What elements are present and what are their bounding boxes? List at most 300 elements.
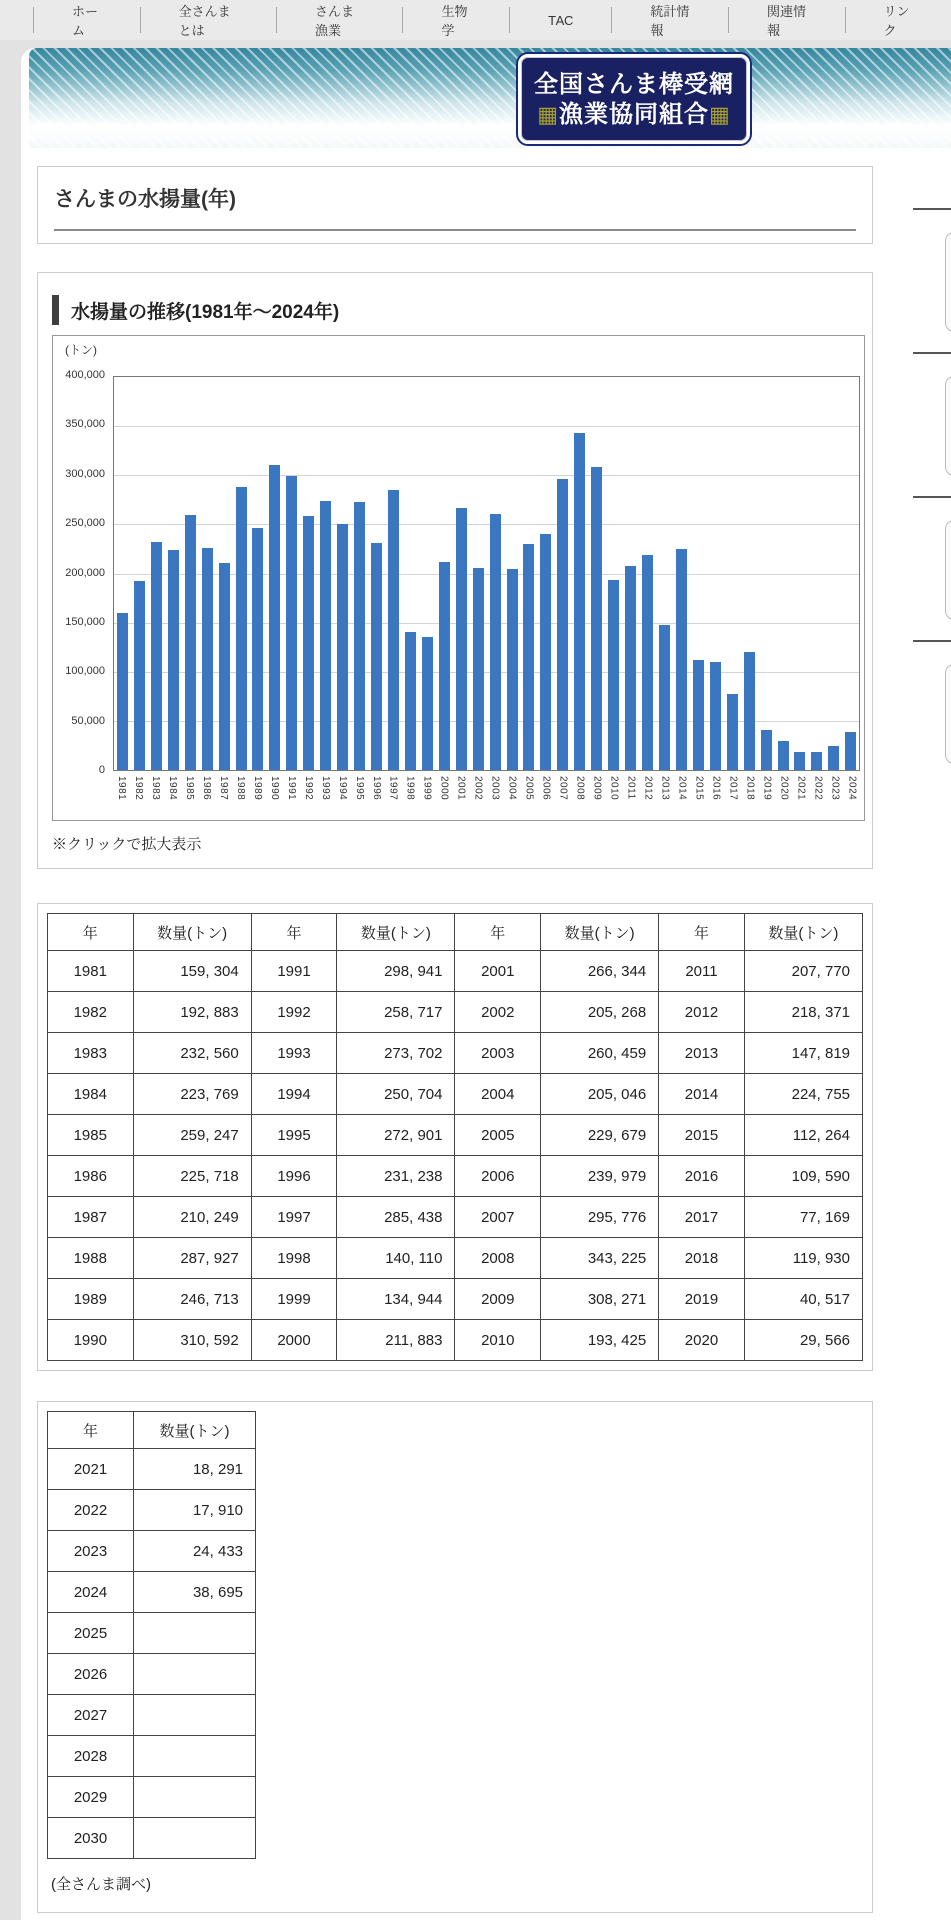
year-cell: 2021 — [48, 1449, 134, 1490]
x-tick-label: 2013 — [659, 776, 671, 801]
bar-slot — [216, 377, 233, 770]
bar-slot — [605, 377, 622, 770]
x-slot — [113, 776, 130, 820]
chart-bar-2010 — [608, 580, 619, 770]
year-cell: 1988 — [48, 1238, 134, 1279]
bar-slot — [537, 377, 554, 770]
chart-bar-2017 — [727, 694, 738, 770]
year-cell: 2018 — [659, 1238, 745, 1279]
chart-bar-2015 — [693, 660, 704, 770]
sidebar-button-partial[interactable] — [945, 376, 951, 476]
x-slot — [775, 776, 792, 820]
qty-cell — [134, 1818, 256, 1859]
x-slot — [436, 776, 453, 820]
x-tick-label: 1987 — [217, 776, 229, 801]
bar-slot — [792, 377, 809, 770]
bar-slot — [199, 377, 216, 770]
section-heading-text: 水揚量の推移(1981年〜2024年) — [71, 301, 340, 323]
catch-volume-bar-chart[interactable] — [52, 335, 865, 821]
qty-cell: 239, 979 — [541, 1156, 659, 1197]
year-cell: 2024 — [48, 1572, 134, 1613]
qty-cell — [134, 1613, 256, 1654]
qty-cell: 260, 459 — [541, 1033, 659, 1074]
table-row — [48, 1320, 863, 1361]
year-cell: 2026 — [48, 1654, 134, 1695]
bar-slot — [266, 377, 283, 770]
bar-slot — [334, 377, 351, 770]
bar-slot — [436, 377, 453, 770]
year-cell: 2014 — [659, 1074, 745, 1115]
chart-bar-2001 — [456, 508, 467, 770]
x-tick-label: 1998 — [404, 776, 416, 801]
year-cell: 2019 — [659, 1279, 745, 1320]
x-slot — [402, 776, 419, 820]
table-row — [48, 1736, 256, 1777]
chart-bar-2006 — [540, 534, 551, 770]
x-tick-label: 1991 — [285, 776, 297, 801]
table-row — [48, 1695, 256, 1736]
catch-table-2021-2030 — [47, 1411, 256, 1859]
x-slot — [453, 776, 470, 820]
x-tick-label: 2017 — [727, 776, 739, 801]
table-row — [48, 1613, 256, 1654]
year-cell: 2007 — [455, 1197, 541, 1238]
qty-cell: 218, 371 — [744, 992, 862, 1033]
table-row — [48, 1033, 863, 1074]
qty-cell: 17, 910 — [134, 1490, 256, 1531]
qty-cell: 224, 755 — [744, 1074, 862, 1115]
x-tick-label: 2002 — [472, 776, 484, 801]
table-row — [48, 1490, 256, 1531]
x-tick-label: 2016 — [710, 776, 722, 801]
year-cell: 1994 — [251, 1074, 337, 1115]
x-slot — [555, 776, 572, 820]
qty-cell: 18, 291 — [134, 1449, 256, 1490]
year-cell: 2003 — [455, 1033, 541, 1074]
x-slot — [317, 776, 334, 820]
org-logo-line1: 全国さんま棒受網 — [534, 69, 734, 99]
x-tick-label: 2001 — [455, 776, 467, 801]
year-cell: 2010 — [455, 1320, 541, 1361]
year-cell: 1986 — [48, 1156, 134, 1197]
table-row — [48, 1572, 256, 1613]
table-row — [48, 1777, 256, 1818]
x-tick-label: 1986 — [200, 776, 212, 801]
qty-cell — [134, 1736, 256, 1777]
qty-cell: 112, 264 — [744, 1115, 862, 1156]
bar-slot — [808, 377, 825, 770]
qty-cell — [134, 1695, 256, 1736]
bar-slot — [114, 377, 131, 770]
qty-cell: 308, 271 — [541, 1279, 659, 1320]
table-header-cell: 年 — [659, 914, 745, 951]
x-slot — [266, 776, 283, 820]
x-tick-label: 1995 — [353, 776, 365, 801]
sidebar-button-partial[interactable] — [945, 232, 951, 332]
x-slot — [300, 776, 317, 820]
chart-bar-2022 — [811, 752, 822, 770]
x-tick-label: 1994 — [336, 776, 348, 801]
table-row — [48, 1818, 256, 1859]
qty-cell: 24, 433 — [134, 1531, 256, 1572]
x-tick-label: 1996 — [370, 776, 382, 801]
year-cell: 1995 — [251, 1115, 337, 1156]
x-slot — [470, 776, 487, 820]
qty-cell — [134, 1654, 256, 1695]
table-header-cell: 数量(トン) — [133, 914, 251, 951]
qty-cell: 246, 713 — [133, 1279, 251, 1320]
page-title: さんまの水揚量(年) — [54, 188, 236, 211]
chart-enlarge-note: ※クリックで拡大表示 — [52, 836, 202, 853]
bar-slot — [351, 377, 368, 770]
x-slot — [351, 776, 368, 820]
qty-cell: 192, 883 — [133, 992, 251, 1033]
qty-cell: 40, 517 — [744, 1279, 862, 1320]
nav-item-3[interactable]: 生物学 — [402, 7, 509, 33]
qty-cell: 29, 566 — [744, 1320, 862, 1361]
chart-bar-1995 — [354, 502, 365, 770]
x-slot — [130, 776, 147, 820]
year-cell: 1996 — [251, 1156, 337, 1197]
qty-cell: 229, 679 — [541, 1115, 659, 1156]
chart-bar-2021 — [794, 752, 805, 770]
bar-slot — [622, 377, 639, 770]
chart-bar-1996 — [371, 543, 382, 770]
table-row — [48, 992, 863, 1033]
bar-slot — [368, 377, 385, 770]
x-slot — [385, 776, 402, 820]
x-tick-label: 1993 — [319, 776, 331, 801]
qty-cell: 272, 901 — [337, 1115, 455, 1156]
qty-cell: 225, 718 — [133, 1156, 251, 1197]
bar-slot — [233, 377, 250, 770]
year-cell: 1990 — [48, 1320, 134, 1361]
nav-item-0[interactable]: ホーム — [33, 7, 140, 33]
year-cell: 1985 — [48, 1115, 134, 1156]
x-tick-label: 1999 — [421, 776, 433, 801]
year-cell: 2017 — [659, 1197, 745, 1238]
sidebar-button-partial[interactable] — [945, 664, 951, 764]
chart-bar-1990 — [269, 465, 280, 770]
nav-item-7[interactable]: リンク — [845, 7, 951, 33]
bar-slot — [707, 377, 724, 770]
bar-slot — [775, 377, 792, 770]
x-slot — [164, 776, 181, 820]
chart-bar-2011 — [625, 566, 636, 770]
chart-bar-1992 — [303, 516, 314, 770]
bar-slot — [521, 377, 538, 770]
qty-cell: 250, 704 — [337, 1074, 455, 1115]
x-slot — [215, 776, 232, 820]
chart-bar-2014 — [676, 549, 687, 770]
bar-slot — [283, 377, 300, 770]
qty-cell: 134, 944 — [337, 1279, 455, 1320]
bars-container — [114, 377, 859, 770]
chart-bar-1981 — [117, 613, 128, 770]
table-row — [48, 951, 863, 992]
qty-cell: 231, 238 — [337, 1156, 455, 1197]
qty-cell: 207, 770 — [744, 951, 862, 992]
year-cell: 2028 — [48, 1736, 134, 1777]
x-slot — [283, 776, 300, 820]
table-row — [48, 1197, 863, 1238]
bar-slot — [453, 377, 470, 770]
year-cell: 2008 — [455, 1238, 541, 1279]
chart-section-card — [37, 272, 873, 869]
chart-bar-1991 — [286, 476, 297, 770]
x-tick-label: 2009 — [591, 776, 603, 801]
chart-bar-2005 — [523, 544, 534, 770]
qty-cell: 223, 769 — [133, 1074, 251, 1115]
year-cell: 2015 — [659, 1115, 745, 1156]
bar-slot — [724, 377, 741, 770]
x-slot — [249, 776, 266, 820]
plot-area — [113, 376, 860, 771]
x-tick-label: 2018 — [744, 776, 756, 801]
chart-bar-1994 — [337, 524, 348, 770]
org-logo-line2-text: 漁業協同組合 — [559, 98, 709, 128]
chart-bar-2020 — [778, 741, 789, 770]
x-slot — [504, 776, 521, 820]
chart-bar-1998 — [405, 632, 416, 770]
y-tick-label: 200,000 — [65, 566, 105, 579]
year-cell: 1984 — [48, 1074, 134, 1115]
x-slot — [707, 776, 724, 820]
table-header-row — [48, 1412, 256, 1449]
chart-bar-2013 — [659, 625, 670, 770]
page-title-card — [37, 166, 873, 244]
x-slot — [673, 776, 690, 820]
x-slot — [419, 776, 436, 820]
chart-bar-1989 — [252, 528, 263, 770]
chart-bar-1986 — [202, 548, 213, 770]
chart-bar-2000 — [439, 562, 450, 770]
chart-bar-1993 — [320, 501, 331, 770]
year-cell: 2012 — [659, 992, 745, 1033]
table-row — [48, 1115, 863, 1156]
table-row — [48, 1449, 256, 1490]
chart-bar-1988 — [236, 487, 247, 770]
bar-slot — [673, 377, 690, 770]
year-cell: 2023 — [48, 1531, 134, 1572]
year-cell: 1989 — [48, 1279, 134, 1320]
year-cell: 2020 — [659, 1320, 745, 1361]
x-tick-label: 2021 — [795, 776, 807, 801]
qty-cell: 343, 225 — [541, 1238, 659, 1279]
net-grid-icon: ▦ — [537, 101, 559, 128]
qty-cell — [134, 1777, 256, 1818]
sidebar-divider — [913, 352, 951, 354]
table-header-cell: 数量(トン) — [744, 914, 862, 951]
qty-cell: 287, 927 — [133, 1238, 251, 1279]
bar-slot — [842, 377, 859, 770]
y-tick-label: 300,000 — [65, 467, 105, 480]
year-cell: 1992 — [251, 992, 337, 1033]
title-underline — [54, 229, 856, 231]
table-header-cell: 年 — [48, 1412, 134, 1449]
bar-slot — [758, 377, 775, 770]
qty-cell: 211, 883 — [337, 1320, 455, 1361]
y-tick-label: 250,000 — [65, 517, 105, 530]
bar-slot — [690, 377, 707, 770]
x-tick-label: 2003 — [489, 776, 501, 801]
x-tick-label: 2020 — [778, 776, 790, 801]
year-cell: 1987 — [48, 1197, 134, 1238]
x-slot — [589, 776, 606, 820]
table-row — [48, 1074, 863, 1115]
bar-slot — [300, 377, 317, 770]
x-tick-label: 2014 — [676, 776, 688, 801]
nav-item-5[interactable]: 統計情報 — [611, 7, 728, 33]
section-heading — [52, 295, 858, 325]
table-header-row — [48, 914, 863, 951]
x-slot — [521, 776, 538, 820]
bar-slot — [554, 377, 571, 770]
x-tick-label: 1981 — [115, 776, 127, 801]
nav-item-6[interactable]: 関連情報 — [728, 7, 845, 33]
net-grid-icon: ▦ — [709, 101, 731, 128]
qty-cell: 147, 819 — [744, 1033, 862, 1074]
table-row — [48, 1238, 863, 1279]
org-logo-line2 — [537, 99, 731, 129]
year-cell: 1993 — [251, 1033, 337, 1074]
x-slot — [826, 776, 843, 820]
qty-cell: 258, 717 — [337, 992, 455, 1033]
qty-cell: 285, 438 — [337, 1197, 455, 1238]
chart-bar-2016 — [710, 662, 721, 770]
bar-slot — [588, 377, 605, 770]
qty-cell: 310, 592 — [133, 1320, 251, 1361]
qty-cell: 298, 941 — [337, 951, 455, 992]
qty-cell: 210, 249 — [133, 1197, 251, 1238]
qty-cell: 205, 268 — [541, 992, 659, 1033]
x-tick-label: 2006 — [540, 776, 552, 801]
qty-cell: 159, 304 — [133, 951, 251, 992]
year-cell: 2009 — [455, 1279, 541, 1320]
main-content — [21, 166, 873, 1913]
y-tick-label: 0 — [98, 764, 105, 776]
page-container — [21, 48, 951, 1920]
chart-bar-2024 — [845, 732, 856, 770]
x-slot — [843, 776, 860, 820]
x-tick-label: 1992 — [302, 776, 314, 801]
bar-slot — [741, 377, 758, 770]
year-cell: 2005 — [455, 1115, 541, 1156]
x-slot — [758, 776, 775, 820]
catch-table2-card — [37, 1401, 873, 1913]
chart-bar-2009 — [591, 467, 602, 770]
year-cell: 2027 — [48, 1695, 134, 1736]
table-header-cell: 数量(トン) — [134, 1412, 256, 1449]
x-tick-label: 2011 — [625, 776, 637, 800]
table-row — [48, 1654, 256, 1695]
chart-bar-2008 — [574, 433, 585, 770]
year-cell: 1983 — [48, 1033, 134, 1074]
nav-item-2[interactable]: さんま漁業 — [276, 7, 402, 33]
nav-item-1[interactable]: 全さんまとは — [140, 7, 276, 33]
catch-table-1981-2020 — [47, 913, 863, 1361]
qty-cell: 109, 590 — [744, 1156, 862, 1197]
bar-slot — [402, 377, 419, 770]
x-tick-label: 2012 — [642, 776, 654, 801]
chart-bar-1987 — [219, 563, 230, 770]
bar-slot — [504, 377, 521, 770]
x-tick-label: 1984 — [166, 776, 178, 801]
chart-bar-1985 — [185, 515, 196, 770]
x-tick-label: 2008 — [574, 776, 586, 801]
nav-item-4[interactable]: ТАС — [509, 7, 611, 33]
year-cell: 2002 — [455, 992, 541, 1033]
x-tick-label: 1990 — [268, 776, 280, 801]
year-cell: 2011 — [659, 951, 745, 992]
bar-slot — [131, 377, 148, 770]
bar-slot — [250, 377, 267, 770]
x-slot — [487, 776, 504, 820]
y-axis-labels — [53, 369, 105, 776]
qty-cell: 205, 046 — [541, 1074, 659, 1115]
year-cell: 1997 — [251, 1197, 337, 1238]
x-slot — [232, 776, 249, 820]
x-slot — [606, 776, 623, 820]
qty-cell: 259, 247 — [133, 1115, 251, 1156]
table-header-cell: 年 — [251, 914, 337, 951]
sidebar-button-partial[interactable] — [945, 520, 951, 620]
catch-table-card — [37, 903, 873, 1371]
y-tick-label: 100,000 — [65, 665, 105, 678]
year-cell: 2006 — [455, 1156, 541, 1197]
x-slot — [334, 776, 351, 820]
qty-cell: 273, 702 — [337, 1033, 455, 1074]
x-tick-label: 2024 — [846, 776, 858, 801]
year-cell: 2004 — [455, 1074, 541, 1115]
x-tick-label: 2007 — [557, 776, 569, 801]
header-banner — [29, 48, 951, 148]
x-slot — [741, 776, 758, 820]
year-cell: 2013 — [659, 1033, 745, 1074]
chart-bar-2018 — [744, 652, 755, 770]
year-cell: 2016 — [659, 1156, 745, 1197]
year-cell: 1998 — [251, 1238, 337, 1279]
chart-bar-2004 — [507, 569, 518, 770]
bar-slot — [487, 377, 504, 770]
qty-cell: 38, 695 — [134, 1572, 256, 1613]
year-cell: 1991 — [251, 951, 337, 992]
x-tick-label: 2005 — [523, 776, 535, 801]
org-logo[interactable] — [518, 54, 750, 144]
qty-cell: 77, 169 — [744, 1197, 862, 1238]
x-slot — [690, 776, 707, 820]
chart-bar-1984 — [168, 550, 179, 770]
bar-slot — [656, 377, 673, 770]
bar-slot — [182, 377, 199, 770]
year-cell: 2000 — [251, 1320, 337, 1361]
y-tick-label: 50,000 — [71, 714, 105, 727]
x-slot — [368, 776, 385, 820]
x-tick-label: 2023 — [829, 776, 841, 801]
chart-bar-1982 — [134, 581, 145, 771]
x-slot — [724, 776, 741, 820]
y-axis-unit-label: (トン) — [65, 343, 97, 357]
bar-slot — [470, 377, 487, 770]
x-tick-label: 2015 — [693, 776, 705, 801]
x-slot — [657, 776, 674, 820]
bar-slot — [385, 377, 402, 770]
year-cell: 1981 — [48, 951, 134, 992]
year-cell: 2029 — [48, 1777, 134, 1818]
chart-bar-2007 — [557, 479, 568, 770]
x-tick-label: 1982 — [132, 776, 144, 801]
year-cell: 2001 — [455, 951, 541, 992]
